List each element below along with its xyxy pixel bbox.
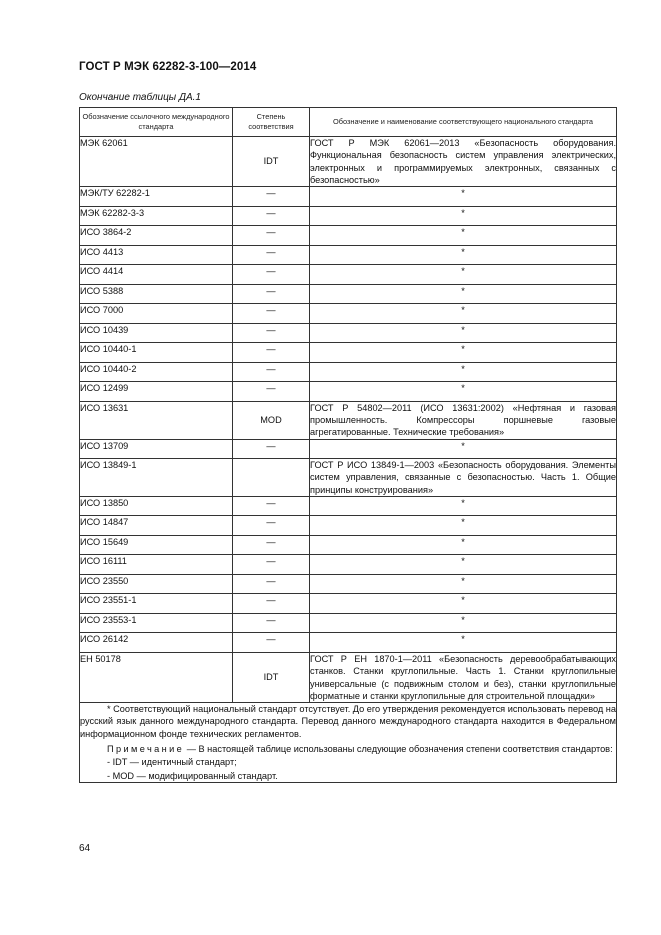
reference-standard-cell: ИСО 10440-1 [80, 343, 233, 363]
table-row [80, 439, 617, 459]
table-row [80, 652, 617, 702]
degree-cell: — [233, 555, 310, 575]
note-text: — В настоящей таблице использованы следующие обозначения степени соответствия стандартов: [184, 744, 613, 755]
document-header: ГОСТ Р МЭК 62282-3-100—2014 [79, 61, 257, 73]
note-item-idt: - IDT — идентичный стандарт; [107, 757, 237, 768]
reference-standard-cell: ИСО 13849-1 [80, 459, 233, 497]
degree-cell: — [233, 226, 310, 246]
table-header-row [80, 108, 617, 137]
table-row [80, 594, 617, 614]
table-row [80, 245, 617, 265]
national-standard-cell: * [310, 555, 617, 575]
table-row [80, 137, 617, 187]
national-standard-cell: * [310, 362, 617, 382]
table-row [80, 284, 617, 304]
degree-cell: — [233, 323, 310, 343]
national-standard-cell: * [310, 226, 617, 246]
national-standard-cell: * [310, 206, 617, 226]
table-row [80, 574, 617, 594]
header-national-standard: Обозначение и наименование соответствующего национального стандарта [310, 108, 617, 137]
degree-cell: IDT [233, 652, 310, 702]
reference-standard-cell: ИСО 7000 [80, 304, 233, 324]
table-row [80, 343, 617, 363]
degree-cell: MOD [233, 401, 310, 439]
table-row [80, 304, 617, 324]
reference-standard-cell: ИСО 3864-2 [80, 226, 233, 246]
table-row [80, 633, 617, 653]
reference-standard-cell: ИСО 10439 [80, 323, 233, 343]
table-row [80, 401, 617, 439]
footnote-row [80, 703, 617, 783]
degree-cell: — [233, 206, 310, 226]
degree-cell: — [233, 362, 310, 382]
table-row [80, 187, 617, 207]
degree-cell: — [233, 439, 310, 459]
reference-standard-cell: ИСО 13631 [80, 401, 233, 439]
national-standard-cell: * [310, 382, 617, 402]
national-standard-cell: * [310, 613, 617, 633]
degree-cell: — [233, 304, 310, 324]
table-row [80, 226, 617, 246]
reference-standard-cell: ИСО 26142 [80, 633, 233, 653]
table-row [80, 516, 617, 536]
reference-standard-cell: ИСО 14847 [80, 516, 233, 536]
degree-cell: — [233, 496, 310, 516]
national-standard-cell: * [310, 265, 617, 285]
page-number: 64 [79, 843, 91, 854]
note-label: Примечание [107, 744, 185, 755]
national-standard-cell: ГОСТ Р ИСО 13849-1—2003 «Безопасность оборудования. Элементы систем управления, связанные с безопасностью. Часть 1. Общие принципы конструирования» [310, 460, 616, 495]
national-standard-cell: ГОСТ Р 54802—2011 (ИСО 13631:2002) «Нефтяная и газовая промышленность. Компрессоры поршневые газовые агрегатированные. Технические требования» [310, 402, 616, 438]
national-standard-cell: * [310, 516, 617, 536]
reference-standard-cell: ИСО 13850 [80, 496, 233, 516]
degree-cell: — [233, 594, 310, 614]
national-standard-cell: * [310, 323, 617, 343]
reference-standard-cell: ИСО 13709 [80, 439, 233, 459]
national-standard-cell: * [310, 574, 617, 594]
degree-cell: — [233, 265, 310, 285]
national-standard-cell: * [310, 304, 617, 324]
national-standard-cell: ГОСТ Р МЭК 62061—2013 «Безопасность оборудования. Функциональная безопасность систем управления электрических, электронных и программируемых электронных, связанных с безопасностью» [310, 138, 616, 185]
table-row [80, 613, 617, 633]
reference-standard-cell: ИСО 10440-2 [80, 362, 233, 382]
table-row [80, 382, 617, 402]
table-row [80, 323, 617, 343]
footnote-text: * Соответствующий национальный стандарт отсутствует. До его утверждения рекомендуется использовать перевод на русский язык данного международного стандарта. Перевод данного международного стандарта находится в Федеральном информационном фонде технических регламентов. [80, 704, 616, 739]
degree-cell: — [233, 574, 310, 594]
table-caption: Окончание таблицы ДА.1 [79, 92, 201, 103]
national-standard-cell: ГОСТ Р ЕН 1870-1—2011 «Безопасность деревообрабатывающих станков. Станки круглопильные. Часть 1. Станки круглопильные универсальные (с подвижным столом и без), станки круглопильные форматные и станки круглопильные для строительной площадки» [310, 653, 616, 701]
reference-standard-cell: ИСО 12499 [80, 382, 233, 402]
degree-cell: — [233, 633, 310, 653]
national-standard-cell: * [310, 284, 617, 304]
degree-cell: — [233, 343, 310, 363]
national-standard-cell: * [310, 633, 617, 653]
degree-cell: — [233, 187, 310, 207]
degree-cell: — [233, 284, 310, 304]
reference-standard-cell: ИСО 23550 [80, 574, 233, 594]
table-row [80, 206, 617, 226]
national-standard-cell: * [310, 535, 617, 555]
note-item-mod: - MOD — модифицированный стандарт. [107, 770, 278, 781]
table-row [80, 362, 617, 382]
table-row [80, 459, 617, 497]
reference-standard-cell: ИСО 16111 [80, 555, 233, 575]
degree-cell: — [233, 613, 310, 633]
reference-standard-cell: МЭК 62061 [80, 137, 233, 187]
header-degree: Степень соответствия [233, 108, 310, 137]
degree-cell [233, 459, 310, 497]
national-standard-cell: * [310, 343, 617, 363]
national-standard-cell: * [310, 187, 617, 207]
note-paragraph [80, 743, 616, 755]
reference-standard-cell: МЭК 62282-3-3 [80, 206, 233, 226]
national-standard-cell: * [310, 594, 617, 614]
degree-cell: — [233, 516, 310, 536]
footnote-cell [80, 703, 617, 783]
standards-table [79, 107, 617, 783]
table-row [80, 496, 617, 516]
reference-standard-cell: МЭК/ТУ 62282-1 [80, 187, 233, 207]
national-standard-cell: * [310, 496, 617, 516]
reference-standard-cell: ИСО 4414 [80, 265, 233, 285]
degree-cell: — [233, 382, 310, 402]
degree-cell: — [233, 245, 310, 265]
table-row [80, 555, 617, 575]
reference-standard-cell: ИСО 15649 [80, 535, 233, 555]
reference-standard-cell: ИСО 23551-1 [80, 594, 233, 614]
national-standard-cell: * [310, 245, 617, 265]
reference-standard-cell: ЕН 50178 [80, 652, 233, 702]
degree-cell: IDT [233, 137, 310, 187]
table-row [80, 535, 617, 555]
degree-cell: — [233, 535, 310, 555]
reference-standard-cell: ИСО 4413 [80, 245, 233, 265]
national-standard-cell: * [310, 439, 617, 459]
table-body [80, 137, 617, 703]
reference-standard-cell: ИСО 5388 [80, 284, 233, 304]
table-row [80, 265, 617, 285]
header-reference-standard: Обозначение ссылочного международного стандарта [80, 108, 233, 137]
reference-standard-cell: ИСО 23553-1 [80, 613, 233, 633]
